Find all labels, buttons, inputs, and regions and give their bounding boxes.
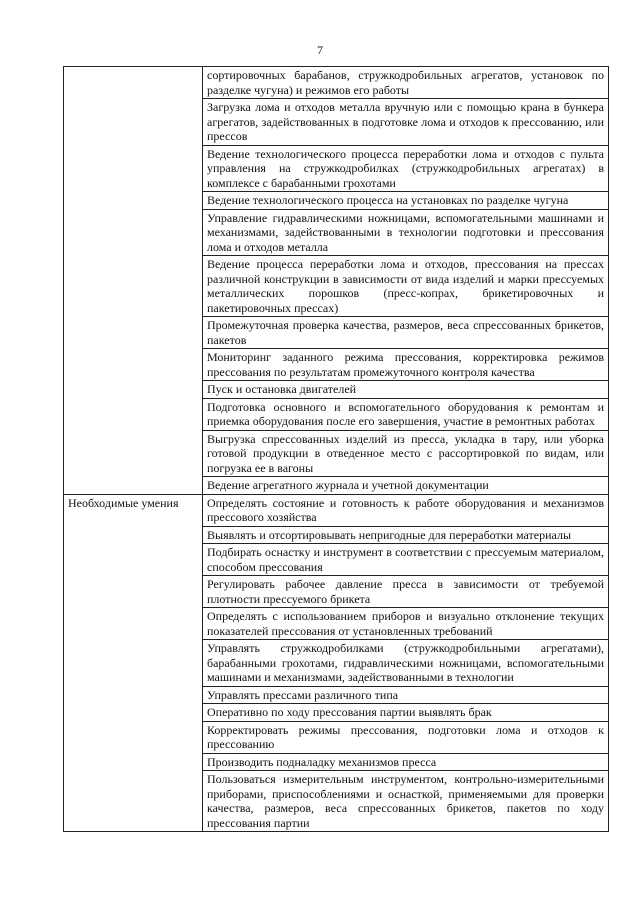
item-text: Ведение процесса переработки лома и отходов, прессования на прессах различной конструкции в зависимости от вида изделий и марки прессуемых металлических порошков (пресс-копрах, брикетировочных и пакетировочных прессах) <box>203 256 609 317</box>
item-text: Подготовка основного и вспомогательного оборудования к ремонтам и приемка оборудования после его завершения, участие в ремонтных работах <box>203 398 609 430</box>
item-text: Промежуточная проверка качества, размеров, веса спрессованных брикетов, пакетов <box>203 317 609 349</box>
item-text: сортировочных барабанов, стружкодробильных агрегатов, установок по разделке чугуна) и режимов его работы <box>203 67 609 99</box>
item-text: Управлять прессами различного типа <box>203 686 609 704</box>
item-text: Производить подналадку механизмов пресса <box>203 753 609 771</box>
item-text: Ведение агрегатного журнала и учетной документации <box>203 477 609 495</box>
table-body <box>64 67 609 832</box>
item-text: Определять с использованием приборов и визуально отклонение текущих показателей прессования от установленных требований <box>203 608 609 640</box>
item-text: Управлять стружкодробилками (стружкодробильными агрегатами), барабанными грохотами, гидравлическими ножницами, вспомогательными машинами и механизмами, задействованными в технологии <box>203 640 609 687</box>
section-label <box>64 67 203 495</box>
competency-table <box>63 66 609 832</box>
item-text: Подбирать оснастку и инструмент в соответствии с прессуемым материалом, способом прессования <box>203 544 609 576</box>
item-text: Ведение технологического процесса переработки лома и отходов с пульта управления на стружкодробилках (стружкодробильных агрегатах) в комплексе с барабанными грохотами <box>203 145 609 192</box>
item-text: Пуск и остановка двигателей <box>203 381 609 399</box>
item-text: Выгрузка спрессованных изделий из пресса, укладка в тару, или уборка готовой продукции в отведенное место с рассортировкой по видам, или погрузка ее в вагоны <box>203 430 609 477</box>
table-row <box>64 67 609 99</box>
item-text: Пользоваться измерительным инструментом, контрольно-измерительными приборами, приспособлениями и оснасткой, применяемыми для проверки качества, размеров, веса спрессованных брикетов, пакетов по ходу прессования партии <box>203 771 609 832</box>
item-text: Загрузка лома и отходов металла вручную или с помощью крана в бункера агрегатов, задействованных в подготовке лома и отходов к прессованию, или прессов <box>203 99 609 146</box>
section-label: Необходимые умения <box>64 494 203 832</box>
item-text: Мониторинг заданного режима прессования, корректировка режимов прессования по результатам промежуточного контроля качества <box>203 349 609 381</box>
item-text: Управление гидравлическими ножницами, вспомогательными машинами и механизмами, задействованными в технологии подготовки и прессования лома и отходов металла <box>203 209 609 256</box>
item-text: Регулировать рабочее давление пресса в зависимости от требуемой плотности прессуемого брикета <box>203 576 609 608</box>
table-row <box>64 494 609 526</box>
page-number: 7 <box>317 43 323 57</box>
item-text: Ведение технологического процесса на установках по разделке чугуна <box>203 192 609 210</box>
item-text: Корректировать режимы прессования, подготовки лома и отходов к прессованию <box>203 721 609 753</box>
item-text: Выявлять и отсортировывать непригодные для переработки материалы <box>203 526 609 544</box>
item-text: Определять состояние и готовность к работе оборудования и механизмов прессового хозяйства <box>203 494 609 526</box>
item-text: Оперативно по ходу прессования партии выявлять брак <box>203 704 609 722</box>
